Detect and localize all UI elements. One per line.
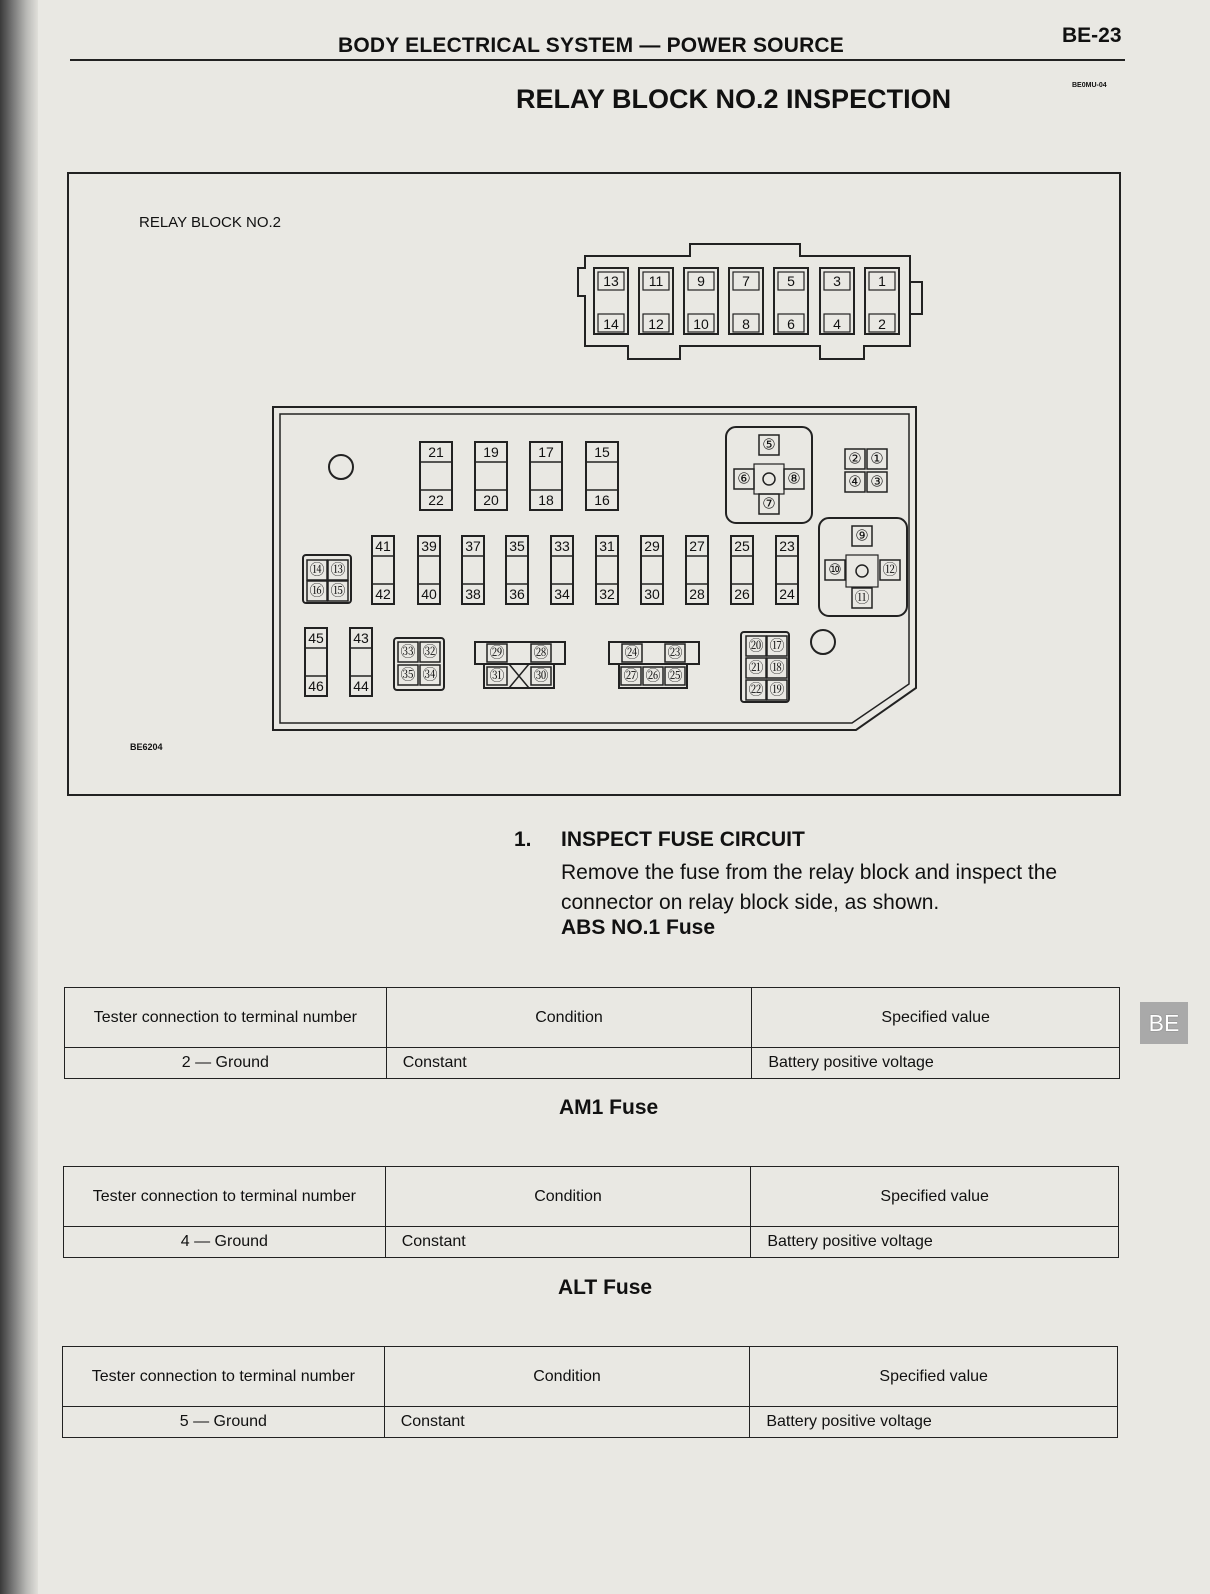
fuse-heading: ALT Fuse xyxy=(558,1276,653,1299)
relay-terminal-label: ② xyxy=(848,450,862,468)
relay-terminal-label: ㉞ xyxy=(422,666,438,684)
cell-value: Battery positive voltage xyxy=(752,1048,1120,1079)
fuse-terminal-label: 39 xyxy=(421,538,437,554)
connector-pin-label: 8 xyxy=(742,316,750,332)
fuse-terminal-label: 40 xyxy=(421,586,437,602)
step-instructions: Remove the fuse from the relay block and inspect the connector on relay block side, as shown. xyxy=(561,861,1058,914)
fuse-terminal-label: 32 xyxy=(599,586,615,602)
fuse-terminal-label: 15 xyxy=(594,444,610,460)
fuse-terminal-label: 30 xyxy=(644,586,660,602)
relay-terminal-label: ㉒ xyxy=(748,681,764,699)
connector-pin-label: 7 xyxy=(742,273,750,289)
fuse-terminal-label: 18 xyxy=(538,492,554,508)
relay-terminal-label: ⑮ xyxy=(330,582,346,600)
cell-value: Battery positive voltage xyxy=(751,1227,1119,1258)
relay-terminal-label: ⑰ xyxy=(769,637,785,655)
cell-terminal: 5 — Ground xyxy=(63,1407,385,1438)
header-cell: Condition xyxy=(386,988,752,1048)
relay-terminal-label: ㉟ xyxy=(400,666,416,684)
fuse-terminal-label: 26 xyxy=(734,586,750,602)
cell-condition: Constant xyxy=(386,1048,752,1079)
figure-title: RELAY BLOCK NO.2 xyxy=(139,214,282,231)
relay-terminal-label: ㉛ xyxy=(489,667,505,685)
header-cell: Tester connection to terminal number xyxy=(64,1167,386,1227)
fuse-terminal-label: 16 xyxy=(594,492,610,508)
fuse-terminal-label: 25 xyxy=(734,538,750,554)
relay-terminal-label: ③ xyxy=(870,473,884,491)
header-cell: Specified value xyxy=(750,1347,1118,1407)
relay-terminal-label: ㉘ xyxy=(533,644,549,662)
fuse-terminal-label: 34 xyxy=(554,586,570,602)
cell-terminal: 2 — Ground xyxy=(65,1048,387,1079)
fuse-terminal-label: 45 xyxy=(308,630,324,646)
header-cell: Tester connection to terminal number xyxy=(65,988,387,1048)
table-row xyxy=(64,1227,1119,1258)
header-title: BODY ELECTRICAL SYSTEM — POWER SOURCE xyxy=(338,34,845,57)
relay-terminal-label: ⑱ xyxy=(769,659,785,677)
fuse-terminal-label: 17 xyxy=(538,444,554,460)
relay-terminal-label: ④ xyxy=(848,473,862,491)
relay-center xyxy=(856,565,868,577)
connector-pin-label: 14 xyxy=(603,316,619,332)
step-number: 1. xyxy=(514,828,532,851)
connector-pin-label: 10 xyxy=(693,316,709,332)
fuse-terminal-label: 20 xyxy=(483,492,499,508)
document-code: BE0MU-04 xyxy=(1072,82,1107,89)
cell-condition: Constant xyxy=(385,1227,751,1258)
fuse-terminal-label: 42 xyxy=(375,586,391,602)
figure-code: BE6204 xyxy=(130,742,163,752)
fuse-heading: AM1 Fuse xyxy=(559,1096,659,1119)
connector-pin-label: 1 xyxy=(878,273,886,289)
fuse-terminal-label: 46 xyxy=(308,678,324,694)
header-cell: Tester connection to terminal number xyxy=(63,1347,385,1407)
header-cell: Specified value xyxy=(751,1167,1119,1227)
page-number: BE-23 xyxy=(1062,24,1122,47)
step-title: INSPECT FUSE CIRCUIT xyxy=(561,828,805,851)
spec-table xyxy=(64,987,1120,1079)
fuse-terminal-label: 41 xyxy=(375,538,391,554)
relay-terminal-label: ⑧ xyxy=(787,470,801,488)
mount-hole xyxy=(329,455,353,479)
connector-pin-label: 6 xyxy=(787,316,795,332)
relay-terminal-label: ㉝ xyxy=(400,643,416,661)
relay-terminal-label: ㉔ xyxy=(624,644,640,662)
fuse-terminal-label: 33 xyxy=(554,538,570,554)
fuse-terminal-label: 28 xyxy=(689,586,705,602)
relay-center xyxy=(763,473,775,485)
fuse-terminal-label: 19 xyxy=(483,444,499,460)
fuse-terminal-label: 23 xyxy=(779,538,795,554)
section-tab: BE xyxy=(1140,1002,1188,1044)
relay-core xyxy=(754,464,784,494)
relay-terminal-label: ⑲ xyxy=(769,681,785,699)
connector-pin-label: 5 xyxy=(787,273,795,289)
connector-pin-label: 12 xyxy=(648,316,664,332)
relay-terminal-label: ⑩ xyxy=(828,561,842,579)
relay-terminal-label: ㉙ xyxy=(489,644,505,662)
fuse-terminal-label: 36 xyxy=(509,586,525,602)
header-cell: Condition xyxy=(385,1167,751,1227)
relay-core xyxy=(846,555,878,587)
connector-pin-label: 11 xyxy=(648,273,664,289)
relay-terminal-label: ㉓ xyxy=(667,644,683,662)
connector-pin-label: 2 xyxy=(878,316,886,332)
relay-terminal-label: ⑪ xyxy=(854,589,870,607)
relay-terminal-label: ㉖ xyxy=(645,667,661,685)
table-header-row xyxy=(63,1347,1118,1407)
mount-hole xyxy=(811,630,835,654)
fuse-terminal-label: 31 xyxy=(599,538,615,554)
fuse-terminal-label: 22 xyxy=(428,492,444,508)
table-header-row xyxy=(65,988,1120,1048)
relay-terminal-label: ⑦ xyxy=(762,495,776,513)
fuse-terminal-label: 38 xyxy=(465,586,481,602)
connector-pin-label: 4 xyxy=(833,316,841,332)
fuse-terminal-label: 29 xyxy=(644,538,660,554)
relay-terminal-label: ⑨ xyxy=(855,527,869,545)
table-header-row xyxy=(64,1167,1119,1227)
relay-block-inner xyxy=(280,414,909,723)
fuse-terminal-label: 37 xyxy=(465,538,481,554)
fuse-terminal-label: 44 xyxy=(353,678,369,694)
connector-pin-label: 3 xyxy=(833,273,841,289)
fuse-terminal-label: 35 xyxy=(509,538,525,554)
section-title: RELAY BLOCK NO.2 INSPECTION xyxy=(516,84,952,114)
relay-terminal-label: ㉜ xyxy=(422,643,438,661)
cell-terminal: 4 — Ground xyxy=(64,1227,386,1258)
relay-terminal-label: ⑭ xyxy=(309,561,325,579)
relay-terminal-label: ㉑ xyxy=(748,659,764,677)
fuse-terminal-label: 24 xyxy=(779,586,795,602)
fuse-terminal-label: 27 xyxy=(689,538,705,554)
table-row xyxy=(63,1407,1118,1438)
fuse-heading: ABS NO.1 Fuse xyxy=(561,916,716,939)
relay-terminal-label: ① xyxy=(870,450,884,468)
table-row xyxy=(65,1048,1120,1079)
relay-terminal-label: ⑥ xyxy=(737,470,751,488)
spec-table xyxy=(62,1346,1118,1438)
connector-pin-label: 9 xyxy=(697,273,705,289)
header-cell: Condition xyxy=(384,1347,750,1407)
relay-terminal-label: ⑤ xyxy=(762,436,776,454)
relay-terminal-label: ⑯ xyxy=(309,582,325,600)
relay-terminal-label: ㉕ xyxy=(667,667,683,685)
relay-terminal-label: ㉚ xyxy=(533,667,549,685)
relay-terminal-label: ⑬ xyxy=(330,561,346,579)
header-cell: Specified value xyxy=(752,988,1120,1048)
fuse-terminal-label: 43 xyxy=(353,630,369,646)
connector-pin-label: 13 xyxy=(603,273,619,289)
cell-condition: Constant xyxy=(384,1407,750,1438)
relay-terminal-label: ⑳ xyxy=(748,637,764,655)
fuse-terminal-label: 21 xyxy=(428,444,444,460)
connector-latch xyxy=(910,282,922,314)
relay-terminal-label: ⑫ xyxy=(882,561,898,579)
spec-table xyxy=(63,1166,1119,1258)
cell-value: Battery positive voltage xyxy=(750,1407,1118,1438)
relay-terminal-label: ㉗ xyxy=(623,667,639,685)
